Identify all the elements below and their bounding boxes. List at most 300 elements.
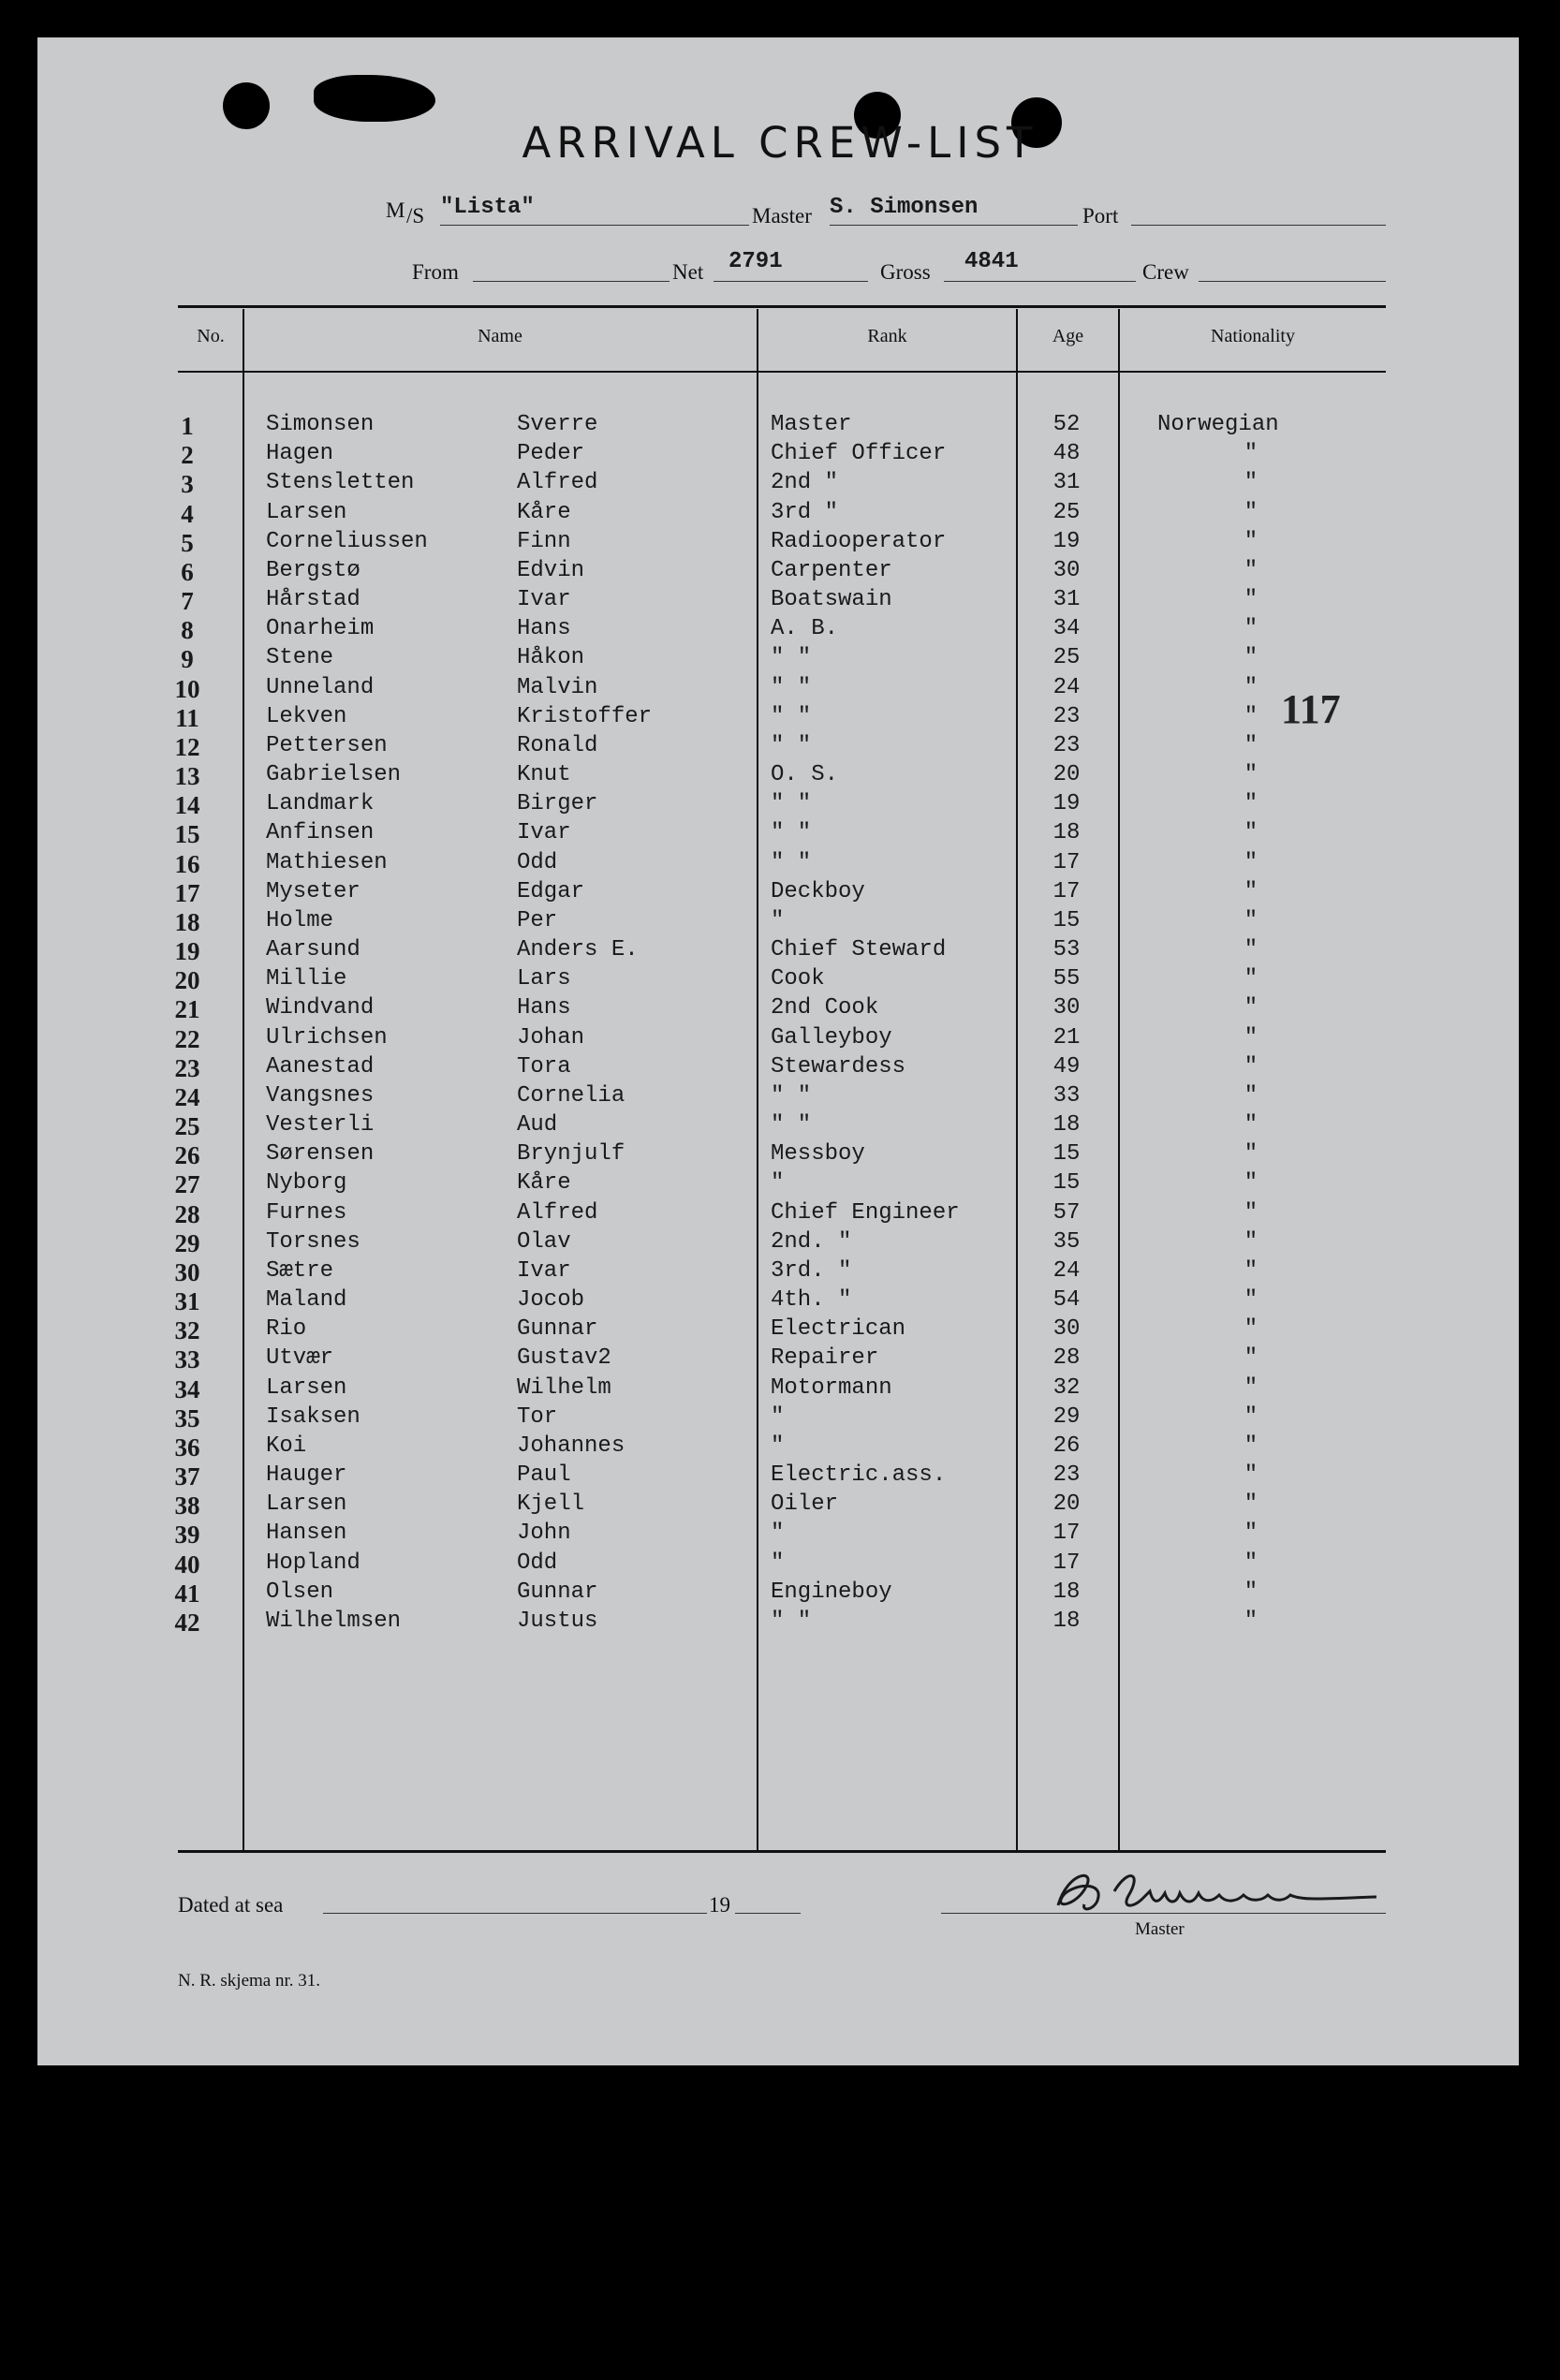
surname-cell: Windvand (266, 995, 375, 1021)
rank-cell: 3rd. " (771, 1258, 852, 1284)
given-name-cell: Tora (517, 1054, 571, 1080)
row-number: 36 (174, 1433, 200, 1462)
rank-cell: Stewardess (771, 1054, 906, 1080)
surname-cell: Sørensen (266, 1141, 375, 1167)
age-cell: 15 (1052, 908, 1081, 933)
nationality-cell: " (1244, 937, 1258, 962)
surname-cell: Maland (266, 1287, 347, 1313)
surname-cell: Olsen (266, 1579, 334, 1605)
table-row (0, 966, 1560, 995)
given-name-cell: Ivar (517, 1258, 571, 1284)
given-name-cell: Edvin (517, 558, 585, 583)
nationality-cell: " (1244, 587, 1258, 612)
age-cell: 55 (1052, 966, 1081, 992)
table-row (0, 1462, 1560, 1491)
row-number: 7 (181, 587, 194, 615)
given-name-cell: Justus (517, 1609, 598, 1634)
surname-cell: Rio (266, 1316, 307, 1342)
rank-cell: Chief Engineer (771, 1200, 960, 1226)
nationality-cell: " (1244, 1083, 1258, 1109)
row-number: 5 (181, 529, 194, 557)
nationality-cell: " (1244, 1141, 1258, 1167)
surname-cell: Hopland (266, 1550, 361, 1576)
age-cell: 49 (1052, 1054, 1081, 1080)
dated-at-sea-label: Dated at sea (178, 1893, 284, 1917)
table-row (0, 791, 1560, 820)
given-name-cell: Ivar (517, 587, 571, 612)
given-name-cell: Kåre (517, 500, 571, 525)
given-name-cell: Olav (517, 1229, 571, 1255)
nationality-cell: " (1244, 1491, 1258, 1517)
surname-cell: Hagen (266, 441, 334, 466)
age-cell: 30 (1052, 1316, 1081, 1342)
rank-cell: " " (771, 645, 812, 670)
table-row (0, 879, 1560, 908)
given-name-cell: Gunnar (517, 1579, 598, 1605)
rank-cell: Master (771, 412, 852, 437)
surname-cell: Larsen (266, 1375, 347, 1401)
rank-cell: 2nd. " (771, 1229, 852, 1255)
age-cell: 25 (1052, 645, 1081, 670)
given-name-cell: Anders E. (517, 937, 639, 962)
surname-cell: Nyborg (266, 1170, 347, 1196)
table-row (0, 1025, 1560, 1054)
surname-cell: Utvær (266, 1345, 334, 1371)
age-cell: 20 (1052, 1491, 1081, 1517)
rank-cell: Messboy (771, 1141, 865, 1167)
row-number: 3 (181, 470, 194, 498)
row-number: 8 (181, 616, 194, 644)
given-name-cell: Knut (517, 762, 571, 787)
net-label: Net (672, 260, 704, 284)
row-number: 26 (174, 1141, 200, 1169)
age-cell: 48 (1052, 441, 1081, 466)
table-row (0, 820, 1560, 849)
nationality-cell: " (1244, 645, 1258, 670)
master-name: S. Simonsen (830, 195, 979, 220)
age-cell: 23 (1052, 733, 1081, 758)
surname-cell: Mathiesen (266, 850, 388, 875)
rank-cell: " " (771, 1083, 812, 1109)
nationality-cell: " (1244, 1404, 1258, 1430)
given-name-cell: John (517, 1521, 571, 1546)
table-row (0, 1229, 1560, 1258)
nationality-cell: " (1244, 1229, 1258, 1255)
col-header-age: Age (1052, 326, 1084, 346)
age-cell: 30 (1052, 558, 1081, 583)
rank-cell: Repairer (771, 1345, 879, 1371)
rank-cell: " " (771, 791, 812, 816)
given-name-cell: Per (517, 908, 558, 933)
nationality-cell: " (1244, 1433, 1258, 1459)
given-name-cell: Edgar (517, 879, 585, 904)
row-number: 29 (174, 1229, 200, 1257)
table-row (0, 1491, 1560, 1521)
rank-cell: Motormann (771, 1375, 892, 1401)
surname-cell: Bergstø (266, 558, 361, 583)
nationality-cell: " (1244, 791, 1258, 816)
given-name-cell: Wilhelm (517, 1375, 611, 1401)
surname-cell: Aarsund (266, 937, 361, 962)
surname-cell: Stensletten (266, 470, 415, 495)
nationality-cell: " (1244, 733, 1258, 758)
age-cell: 25 (1052, 500, 1081, 525)
age-cell: 17 (1052, 1550, 1081, 1576)
rank-cell: Cook (771, 966, 825, 992)
age-cell: 31 (1052, 470, 1081, 495)
rank-cell: " (771, 1404, 785, 1430)
col-header-nationality: Nationality (1211, 326, 1295, 346)
age-cell: 29 (1052, 1404, 1081, 1430)
row-number: 34 (174, 1375, 200, 1403)
table-row (0, 1521, 1560, 1550)
master-label: Master (752, 204, 812, 228)
vessel-name: "Lista" (440, 195, 535, 220)
form-number: N. R. skjema nr. 31. (178, 1971, 320, 1991)
rank-cell: Engineboy (771, 1579, 892, 1605)
age-cell: 57 (1052, 1200, 1081, 1226)
row-number: 6 (181, 558, 194, 586)
given-name-cell: Birger (517, 791, 598, 816)
age-cell: 20 (1052, 762, 1081, 787)
nationality-cell: " (1244, 1462, 1258, 1488)
table-row (0, 995, 1560, 1024)
age-cell: 17 (1052, 1521, 1081, 1546)
master-signature (1039, 1863, 1386, 1919)
row-number: 2 (181, 441, 194, 469)
nationality-cell: " (1244, 1550, 1258, 1576)
rank-cell: Boatswain (771, 587, 892, 612)
surname-cell: Larsen (266, 1491, 347, 1517)
given-name-cell: Håkon (517, 645, 585, 670)
from-label: From (412, 260, 459, 284)
table-row (0, 1579, 1560, 1609)
nationality-cell: " (1244, 966, 1258, 992)
age-cell: 24 (1052, 1258, 1081, 1284)
table-header-rule (178, 371, 1386, 373)
surname-cell: Hauger (266, 1462, 347, 1488)
row-number: 15 (174, 820, 200, 848)
age-cell: 35 (1052, 1229, 1081, 1255)
rank-cell: Oiler (771, 1491, 839, 1517)
age-cell: 17 (1052, 850, 1081, 875)
age-cell: 32 (1052, 1375, 1081, 1401)
nationality-cell: " (1244, 908, 1258, 933)
row-number: 11 (175, 704, 199, 732)
given-name-cell: Tor (517, 1404, 558, 1430)
table-row (0, 587, 1560, 616)
age-cell: 28 (1052, 1345, 1081, 1371)
nationality-cell: " (1244, 1287, 1258, 1313)
age-cell: 18 (1052, 1609, 1081, 1634)
table-row (0, 1170, 1560, 1199)
row-number: 41 (174, 1579, 200, 1608)
given-name-cell: Alfred (517, 1200, 598, 1226)
surname-cell: Stene (266, 645, 334, 670)
table-row (0, 1609, 1560, 1638)
table-top-rule (178, 305, 1386, 308)
given-name-cell: Finn (517, 529, 571, 554)
nationality-cell: " (1244, 1345, 1258, 1371)
surname-cell: Holme (266, 908, 334, 933)
given-name-cell: Kåre (517, 1170, 571, 1196)
rank-cell: Deckboy (771, 879, 865, 904)
table-row (0, 616, 1560, 645)
row-number: 21 (174, 995, 200, 1023)
net-tonnage: 2791 (728, 249, 783, 274)
row-number: 24 (174, 1083, 200, 1111)
nationality-cell: " (1244, 1200, 1258, 1226)
row-number: 20 (174, 966, 200, 994)
age-cell: 23 (1052, 704, 1081, 729)
rank-cell: " (771, 908, 785, 933)
table-row (0, 1258, 1560, 1287)
nationality-cell: " (1244, 1112, 1258, 1138)
table-row (0, 1316, 1560, 1345)
nationality-cell: " (1244, 1375, 1258, 1401)
surname-cell: Hårstad (266, 587, 361, 612)
surname-cell: Vesterli (266, 1112, 375, 1138)
table-row (0, 908, 1560, 937)
nationality-cell: " (1244, 1025, 1258, 1050)
row-number: 23 (174, 1054, 200, 1082)
given-name-cell: Jocob (517, 1287, 585, 1313)
row-number: 31 (174, 1287, 200, 1315)
nationality-cell: " (1244, 1316, 1258, 1342)
table-row (0, 1054, 1560, 1083)
rank-cell: 4th. " (771, 1287, 852, 1313)
row-number: 37 (174, 1462, 200, 1491)
rank-cell: Chief Officer (771, 441, 947, 466)
nationality-cell: " (1244, 1170, 1258, 1196)
row-number: 22 (174, 1025, 200, 1053)
table-row (0, 558, 1560, 587)
surname-cell: Anfinsen (266, 820, 375, 845)
surname-cell: Gabrielsen (266, 762, 402, 787)
table-row (0, 1433, 1560, 1462)
year-prefix: 19 (709, 1893, 730, 1917)
nationality-cell: " (1244, 558, 1258, 583)
rank-cell: 2nd Cook (771, 995, 879, 1021)
col-header-no: No. (197, 326, 225, 346)
port-label: Port (1082, 204, 1119, 228)
row-number: 9 (181, 645, 194, 673)
surname-cell: Aanestad (266, 1054, 375, 1080)
page-title: ARRIVAL CREW-LIST (522, 118, 1038, 168)
table-row (0, 1083, 1560, 1112)
rank-cell: A. B. (771, 616, 839, 641)
surname-cell: Simonsen (266, 412, 375, 437)
given-name-cell: Paul (517, 1462, 571, 1488)
age-cell: 17 (1052, 879, 1081, 904)
row-number: 14 (174, 791, 200, 819)
age-cell: 19 (1052, 529, 1081, 554)
given-name-cell: Sverre (517, 412, 598, 437)
rank-cell: 3rd " (771, 500, 839, 525)
rank-cell: " (771, 1521, 785, 1546)
surname-cell: Hansen (266, 1521, 347, 1546)
table-row (0, 1550, 1560, 1579)
crew-label: Crew (1142, 260, 1189, 284)
gross-label: Gross (880, 260, 931, 284)
given-name-cell: Odd (517, 850, 558, 875)
table-row (0, 470, 1560, 499)
given-name-cell: Cornelia (517, 1083, 625, 1109)
rank-cell: Radiooperator (771, 529, 947, 554)
row-number: 40 (174, 1550, 200, 1579)
surname-cell: Wilhelmsen (266, 1609, 402, 1634)
table-row (0, 1141, 1560, 1170)
rank-cell: " " (771, 820, 812, 845)
given-name-cell: Kjell (517, 1491, 585, 1517)
age-cell: 21 (1052, 1025, 1081, 1050)
row-number: 27 (174, 1170, 200, 1198)
row-number: 4 (181, 500, 194, 528)
rank-cell: O. S. (771, 762, 839, 787)
age-cell: 18 (1052, 1579, 1081, 1605)
rank-cell: " " (771, 1112, 812, 1138)
rank-cell: " " (771, 733, 812, 758)
rank-cell: " " (771, 850, 812, 875)
rank-cell: " (771, 1433, 785, 1459)
row-number: 42 (174, 1609, 200, 1637)
rank-cell: Chief Steward (771, 937, 947, 962)
surname-cell: Torsnes (266, 1229, 361, 1255)
nationality-cell: " (1244, 820, 1258, 845)
rank-cell: " (771, 1170, 785, 1196)
rank-cell: Electrican (771, 1316, 906, 1342)
age-cell: 15 (1052, 1141, 1081, 1167)
given-name-cell: Ivar (517, 820, 571, 845)
table-row (0, 441, 1560, 470)
nationality-cell: " (1244, 500, 1258, 525)
age-cell: 24 (1052, 675, 1081, 700)
nationality-cell: " (1244, 1258, 1258, 1284)
nationality-cell: " (1244, 1054, 1258, 1080)
row-number: 25 (174, 1112, 200, 1140)
nationality-cell: " (1244, 470, 1258, 495)
nationality-cell: " (1244, 616, 1258, 641)
given-name-cell: Peder (517, 441, 585, 466)
table-row (0, 937, 1560, 966)
vessel-prefix: M (386, 198, 405, 222)
surname-cell: Furnes (266, 1200, 347, 1226)
row-number: 19 (174, 937, 200, 965)
rank-cell: 2nd " (771, 470, 839, 495)
nationality-cell: Norwegian (1157, 412, 1279, 437)
given-name-cell: Malvin (517, 675, 598, 700)
row-number: 16 (174, 850, 200, 878)
table-row (0, 529, 1560, 558)
row-number: 18 (174, 908, 200, 936)
nationality-cell: " (1244, 879, 1258, 904)
surname-cell: Pettersen (266, 733, 388, 758)
age-cell: 52 (1052, 412, 1081, 437)
nationality-cell: " (1244, 675, 1258, 700)
given-name-cell: Johannes (517, 1433, 625, 1459)
nationality-cell: " (1244, 1609, 1258, 1634)
row-number: 12 (174, 733, 200, 761)
nationality-cell: " (1244, 529, 1258, 554)
given-name-cell: Brynjulf (517, 1141, 625, 1167)
nationality-cell: " (1244, 1521, 1258, 1546)
surname-cell: Koi (266, 1433, 307, 1459)
nationality-cell: " (1244, 762, 1258, 787)
gross-tonnage: 4841 (964, 249, 1019, 274)
table-row (0, 762, 1560, 791)
table-row (0, 645, 1560, 674)
table-row (0, 1375, 1560, 1404)
row-number: 39 (174, 1521, 200, 1549)
age-cell: 34 (1052, 616, 1081, 641)
row-number: 38 (174, 1491, 200, 1520)
rank-cell: Galleyboy (771, 1025, 892, 1050)
given-name-cell: Hans (517, 616, 571, 641)
age-cell: 23 (1052, 1462, 1081, 1488)
age-cell: 18 (1052, 1112, 1081, 1138)
table-row (0, 1404, 1560, 1433)
age-cell: 15 (1052, 1170, 1081, 1196)
surname-cell: Larsen (266, 500, 347, 525)
row-number: 32 (174, 1316, 200, 1344)
rank-cell: " " (771, 675, 812, 700)
row-number: 10 (174, 675, 200, 703)
surname-cell: Isaksen (266, 1404, 361, 1430)
col-header-name: Name (478, 326, 522, 346)
surname-cell: Onarheim (266, 616, 375, 641)
surname-cell: Unneland (266, 675, 375, 700)
given-name-cell: Lars (517, 966, 571, 992)
surname-cell: Lekven (266, 704, 347, 729)
rank-cell: " " (771, 1609, 812, 1634)
nationality-cell: " (1244, 850, 1258, 875)
surname-cell: Sætre (266, 1258, 334, 1284)
given-name-cell: Johan (517, 1025, 585, 1050)
age-cell: 26 (1052, 1433, 1081, 1459)
age-cell: 19 (1052, 791, 1081, 816)
surname-cell: Corneliussen (266, 529, 428, 554)
given-name-cell: Alfred (517, 470, 598, 495)
surname-cell: Myseter (266, 879, 361, 904)
given-name-cell: Ronald (517, 733, 598, 758)
table-row (0, 850, 1560, 879)
surname-cell: Ulrichsen (266, 1025, 388, 1050)
given-name-cell: Odd (517, 1550, 558, 1576)
age-cell: 33 (1052, 1083, 1081, 1109)
surname-cell: Millie (266, 966, 347, 992)
age-cell: 53 (1052, 937, 1081, 962)
row-number: 33 (174, 1345, 200, 1374)
table-row (0, 500, 1560, 529)
surname-cell: Vangsnes (266, 1083, 375, 1109)
ink-blot (314, 75, 435, 122)
row-number: 1 (181, 412, 194, 440)
table-row (0, 1287, 1560, 1316)
age-cell: 30 (1052, 995, 1081, 1021)
rank-cell: Carpenter (771, 558, 892, 583)
age-cell: 31 (1052, 587, 1081, 612)
nationality-cell: " (1244, 704, 1258, 729)
given-name-cell: Hans (517, 995, 571, 1021)
row-number: 28 (174, 1200, 200, 1228)
nationality-cell: " (1244, 995, 1258, 1021)
given-name-cell: Kristoffer (517, 704, 653, 729)
surname-cell: Landmark (266, 791, 375, 816)
handwritten-annotation: 117 (1281, 686, 1341, 732)
table-row (0, 1200, 1560, 1229)
row-number: 13 (174, 762, 200, 790)
given-name-cell: Gustav2 (517, 1345, 611, 1371)
